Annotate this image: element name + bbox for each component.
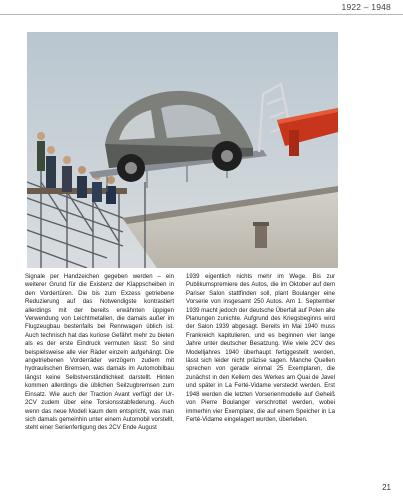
photo-car-lift <box>27 32 338 268</box>
running-head-date-range: 1922 – 1948 <box>341 2 391 12</box>
page-number: 21 <box>382 483 391 492</box>
body-paragraph-left: Signale per Handzeichen gegeben werden – ein weiterer Grund für die Existenz der Klappscheiben in den Vordertüren. Die bis zum Exzess getriebene Reduzierung auf das Notwendigste kontrastiert allerdings mit der bereits erwähnten üppigen Verwendung von Leichtmetallen, die damals außer im Flugzeugbau bestenfalls bei Rennwagen üblich ist. Auch technisch hat das kuriose Gefährt mehr zu bieten als es der erste Eindruck vermuten lässt: So sind beispielsweise alle vier Räder einzeln aufgehängt. Die angetriebenen Vorderräder verzögern zudem mit hydraulischen Bremsen, was damals im Automobilbau längst keine Selbstverständlichkeit darstellt. Hinten kommen allerdings die üblichen Seilzugbremsen zum Einsatz. Wie auch der Traction Avant verfügt der Ur-2CV zudem über eine Torsionsstabfederung. Auch wenn das neue Modell kaum dem entspricht, was man sich damals gemeinhin unter einem Automobil vorstellt, steht einer Serienfertigung des 2CV Ende August <box>25 274 174 432</box>
body-text-column-right <box>186 273 335 424</box>
header-rule <box>0 14 403 15</box>
body-text-column-left <box>25 273 174 433</box>
body-paragraph-right: 1939 eigentlich nichts mehr im Wege. Bis zur Publikumspremiere des Autos, die im Oktober auf dem Pariser Salon stattfinden soll, plant Boulanger eine Vorserie von insgesamt 250 Autos. Am 1. September 1939 macht jedoch der deutsche Überfall auf Polen alle Planungen zunichte. Aufgrund des Kriegsbeginns wird der Salon 1939 abgesagt. Bereits im Mai 1940 muss Frankreich kapitulieren, und es beginnen vier lange Jahre unter deutscher Besatzung. Wie viele 2CV des Modelljahres 1940 überhaupt fertiggestellt werden, lässt sich leider nicht präzise sagen. Manche Quellen sprechen von gerade einmal 25 Exemplaren, die zunächst in den Kellern des Werkes am Quai de Javel und später in La Ferté-Vidame versteckt werden. Erst 1948 werden die letzten Vorserienmodelle auf Geheiß von Pierre Boulanger verschrottet werden, wobei immerhin vier Exemplare, die auf einem Speicher in La Ferté-Vidame eingelagert wurden, überleben. <box>186 274 335 423</box>
